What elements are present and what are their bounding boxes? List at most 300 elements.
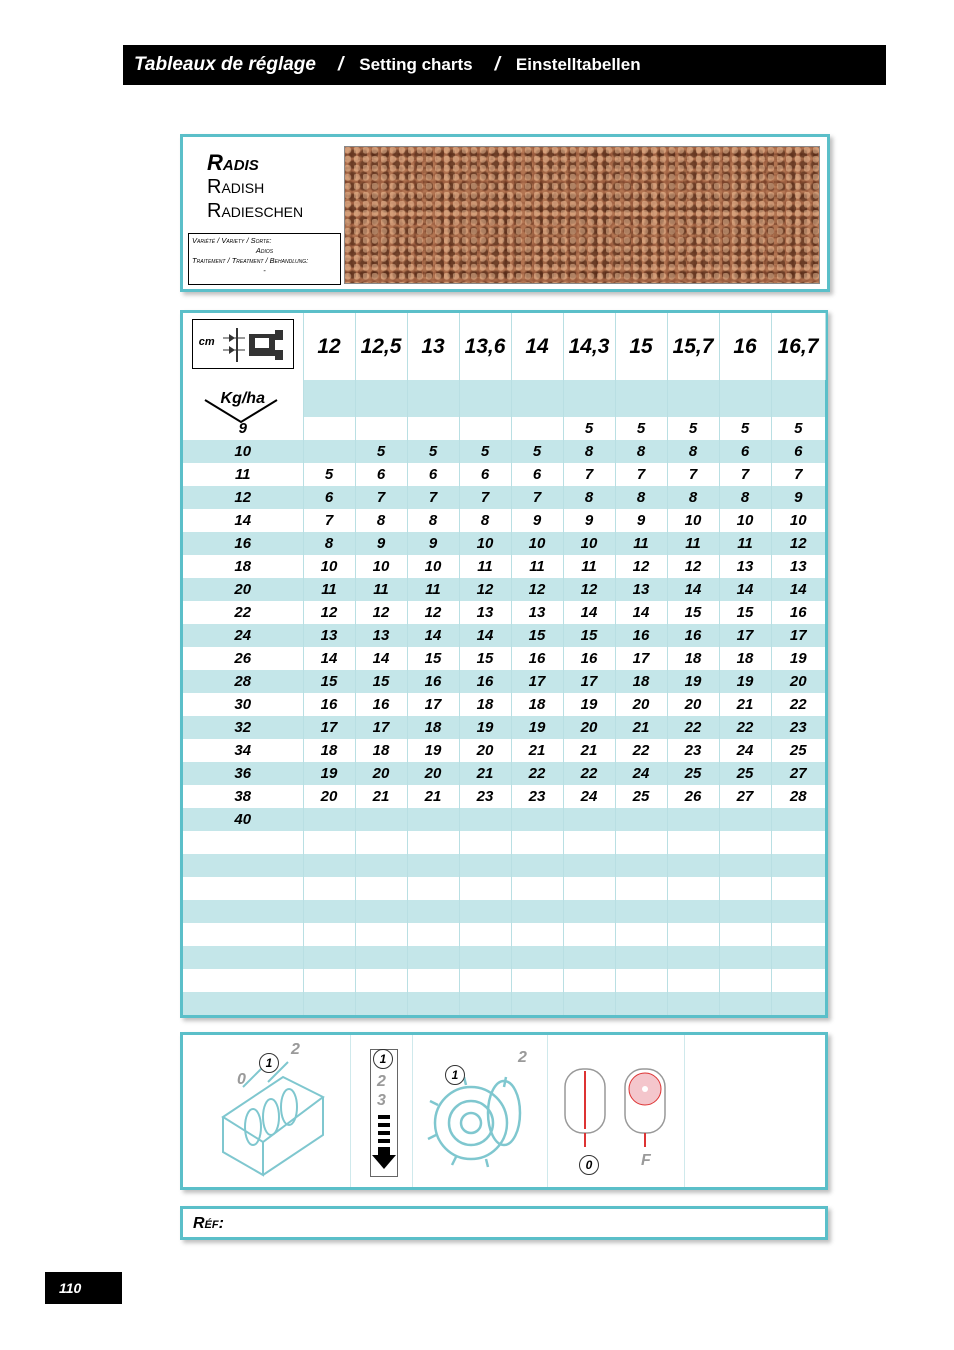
setting-value-cell <box>511 808 563 831</box>
rate-cell: 24 <box>183 624 303 647</box>
setting-value-cell: 25 <box>789 742 807 759</box>
setting-value-cell: 13 <box>355 624 407 647</box>
setting-value-cell <box>303 808 355 831</box>
setting-value-cell <box>303 900 355 923</box>
setting-value-cell: 13 <box>719 555 771 578</box>
setting-value-cell <box>459 923 511 946</box>
rate-cell: 9 <box>183 417 303 440</box>
setting-value-cell <box>511 969 563 992</box>
setting-value-cell: 25 <box>719 762 771 785</box>
setting-value-cell: 17 <box>511 670 563 693</box>
rate-cell: 36 <box>183 762 303 785</box>
setting-value-cell: 14 <box>667 578 719 601</box>
setting-value-cell <box>563 900 615 923</box>
setting-value-cell: 11 <box>355 578 407 601</box>
seed-names <box>207 151 303 223</box>
setting-value-cell: 10 <box>407 555 459 578</box>
setting-value-cell <box>407 808 459 831</box>
setting-value-cell: 15 <box>459 647 511 670</box>
setting-value-cell: 11 <box>459 555 511 578</box>
setting-value-cell: 21 <box>563 739 615 762</box>
setting-value-cell: 22 <box>511 762 563 785</box>
title-fr: Tableaux de réglage <box>134 54 316 75</box>
setting-value-cell <box>719 831 771 854</box>
setting-value-cell: 7 <box>719 463 771 486</box>
setting-value-cell: 13 <box>615 578 667 601</box>
spacing-header: 12 <box>303 313 355 380</box>
setting-value-cell <box>615 946 667 969</box>
setting-value-cell: 19 <box>719 670 771 693</box>
setting-value-cell <box>459 831 511 854</box>
setting-value-cell: 23 <box>511 785 563 808</box>
rate-cell <box>183 900 303 923</box>
setting-value-cell <box>719 808 771 831</box>
setting-value-cell: 16 <box>667 624 719 647</box>
setting-value-cell <box>511 831 563 854</box>
setting-value-cell: 8 <box>355 509 407 532</box>
reference-label: Réf: <box>193 1215 224 1232</box>
table-row <box>183 762 825 785</box>
setting-value-cell: 18 <box>407 716 459 739</box>
setting-value-cell: 18 <box>355 739 407 762</box>
setting-value-cell: 16 <box>303 693 355 716</box>
setting-value-cell: 20 <box>355 762 407 785</box>
empty-cell <box>303 380 355 417</box>
setting-value-cell: 21 <box>355 785 407 808</box>
setting-value-cell: 14 <box>771 578 825 601</box>
setting-value-cell: 16 <box>615 624 667 647</box>
table-row <box>183 992 825 1015</box>
hopper-setting-0: 0 <box>579 1155 599 1175</box>
setting-value-cell: 12 <box>355 601 407 624</box>
setting-value-cell: 17 <box>563 670 615 693</box>
setting-value-cell: 21 <box>459 762 511 785</box>
rate-cell: 14 <box>183 509 303 532</box>
rate-label-row <box>183 380 825 417</box>
setting-value-cell <box>719 946 771 969</box>
rate-cell: 40 <box>183 808 303 831</box>
setting-value-cell: 22 <box>667 716 719 739</box>
rate-cell <box>183 946 303 969</box>
setting-value-cell <box>303 417 355 440</box>
reference-panel <box>180 1206 828 1240</box>
setting-value-cell <box>563 969 615 992</box>
setting-value-cell <box>615 831 667 854</box>
table-row <box>183 946 825 969</box>
setting-value-cell <box>563 831 615 854</box>
rate-cell: 38 <box>183 785 303 808</box>
setting-value-cell: 24 <box>719 739 771 762</box>
table-row <box>183 555 825 578</box>
setting-value-cell: 20 <box>407 762 459 785</box>
setting-value-cell <box>667 831 719 854</box>
setting-value-cell <box>459 417 511 440</box>
table-row <box>183 624 825 647</box>
setting-value-cell: 8 <box>563 486 615 509</box>
table-row <box>183 693 825 716</box>
setting-value-cell <box>771 900 825 923</box>
setting-value-cell <box>407 992 459 1015</box>
setting-value-cell: 11 <box>407 578 459 601</box>
down-arrow-icon <box>371 1113 397 1175</box>
setting-value-cell <box>771 946 825 969</box>
flow-setting-3: 3 <box>377 1092 386 1109</box>
setting-value-cell: 14 <box>719 578 771 601</box>
setting-value-cell: 23 <box>667 739 719 762</box>
setting-value-cell: 12 <box>563 578 615 601</box>
gear-wheel-illustration <box>426 1065 536 1175</box>
title-separator: / <box>337 54 344 75</box>
setting-value-cell: 27 <box>719 785 771 808</box>
setting-value-cell: 12 <box>459 578 511 601</box>
setting-value-cell: 5 <box>459 440 511 463</box>
setting-value-cell <box>771 854 825 877</box>
setting-value-cell <box>459 946 511 969</box>
empty-cell <box>667 380 719 417</box>
setting-value-cell: 5 <box>303 463 355 486</box>
treatment-label: Traitement / Treatment / Behandlung: <box>192 256 309 265</box>
setting-value-cell: 11 <box>511 555 563 578</box>
setting-value-cell: 14 <box>563 601 615 624</box>
empty-cell <box>355 380 407 417</box>
rate-cell: 28 <box>183 670 303 693</box>
rate-cell <box>183 877 303 900</box>
setting-value-cell <box>771 923 825 946</box>
setting-value-cell: 14 <box>355 647 407 670</box>
setting-value-cell: 17 <box>719 624 771 647</box>
setting-value-cell: 19 <box>303 762 355 785</box>
rate-cell <box>183 992 303 1015</box>
empty-cell <box>615 380 667 417</box>
setting-value-cell <box>303 969 355 992</box>
rate-label-text: Kg/ha <box>220 389 265 407</box>
setting-value-cell: 7 <box>615 463 667 486</box>
table-row <box>183 969 825 992</box>
table-row <box>183 716 825 739</box>
setting-value-cell: 16 <box>789 604 807 621</box>
setting-value-cell: 17 <box>303 716 355 739</box>
setting-value-cell: 13 <box>303 624 355 647</box>
empty-cell <box>407 380 459 417</box>
setting-value-cell <box>303 992 355 1015</box>
title-en: Setting charts <box>359 55 473 74</box>
setting-value-cell: 24 <box>563 785 615 808</box>
empty-cell <box>719 380 771 417</box>
setting-value-cell <box>511 992 563 1015</box>
setting-value-cell: 16 <box>511 647 563 670</box>
setting-value-cell: 9 <box>407 532 459 555</box>
setting-value-cell: 27 <box>771 762 825 785</box>
setting-value-cell: 24 <box>615 762 667 785</box>
setting-value-cell: 13 <box>459 601 511 624</box>
variety-value: Adios <box>255 246 274 255</box>
setting-value-cell: 9 <box>563 509 615 532</box>
machine-icon-cell <box>183 313 303 380</box>
setting-value-cell <box>667 992 719 1015</box>
setting-value-cell <box>407 969 459 992</box>
setting-value-cell <box>407 854 459 877</box>
setting-value-cell: 16 <box>563 647 615 670</box>
setting-value-cell: 15 <box>667 601 719 624</box>
setting-value-cell: 25 <box>615 785 667 808</box>
setting-value-cell: 14 <box>303 647 355 670</box>
setting-value-cell <box>771 969 825 992</box>
setting-value-cell <box>719 877 771 900</box>
rate-cell: 34 <box>183 739 303 762</box>
setting-value-cell: 8 <box>667 440 719 463</box>
setting-value-cell <box>303 854 355 877</box>
distributor-illustration <box>213 1057 333 1177</box>
setting-value-cell <box>355 831 407 854</box>
setting-value-cell: 9 <box>615 509 667 532</box>
spacing-header-row <box>183 313 825 380</box>
table-row <box>183 923 825 946</box>
table-row <box>183 647 825 670</box>
setting-value-cell <box>303 831 355 854</box>
flow-setting-1: 1 <box>373 1049 393 1069</box>
setting-value-cell: 17 <box>407 693 459 716</box>
setting-value-cell: 19 <box>459 716 511 739</box>
setting-value-cell: 15 <box>511 624 563 647</box>
rate-cell: 30 <box>183 693 303 716</box>
rate-cell: 20 <box>183 578 303 601</box>
spacing-header: 15,7 <box>667 313 719 380</box>
title-separator: / <box>494 54 500 75</box>
setting-value-cell: 5 <box>719 417 771 440</box>
setting-value-cell: 6 <box>303 486 355 509</box>
setting-value-cell: 6 <box>771 440 825 463</box>
setting-value-cell <box>615 969 667 992</box>
setting-value-cell: 8 <box>407 509 459 532</box>
setting-value-cell: 11 <box>667 532 719 555</box>
setting-value-cell: 18 <box>459 693 511 716</box>
setting-value-cell <box>615 808 667 831</box>
table-row <box>183 854 825 877</box>
setting-value-cell: 18 <box>511 693 563 716</box>
setting-value-cell: 15 <box>719 601 771 624</box>
setting-value-cell: 7 <box>303 509 355 532</box>
spacing-header: 16 <box>719 313 771 380</box>
setting-value-cell: 17 <box>771 624 825 647</box>
setting-value-cell: 8 <box>615 440 667 463</box>
setting-value-cell: 12 <box>407 601 459 624</box>
setting-value-cell <box>563 923 615 946</box>
setting-value-cell <box>511 946 563 969</box>
setting-value-cell: 8 <box>563 440 615 463</box>
rate-label <box>221 390 265 408</box>
table-row <box>183 739 825 762</box>
setting-value-cell: 18 <box>303 739 355 762</box>
setting-value-cell: 11 <box>719 532 771 555</box>
setting-value-cell: 10 <box>563 532 615 555</box>
table-row <box>183 601 825 624</box>
setting-value-cell <box>407 417 459 440</box>
setting-value-cell <box>459 969 511 992</box>
setting-value-cell: 7 <box>459 486 511 509</box>
setting-value-cell: 20 <box>459 739 511 762</box>
setting-value-cell: 6 <box>719 440 771 463</box>
setting-value-cell <box>407 946 459 969</box>
setting-value-cell <box>355 854 407 877</box>
setting-value-cell <box>407 877 459 900</box>
setting-value-cell <box>667 900 719 923</box>
setting-value-cell: 14 <box>459 624 511 647</box>
setting-value-cell: 28 <box>789 788 807 805</box>
setting-value-cell <box>615 900 667 923</box>
rate-cell <box>183 854 303 877</box>
setting-value-cell: 18 <box>667 647 719 670</box>
setting-value-cell <box>719 969 771 992</box>
setting-value-cell <box>303 440 355 463</box>
setting-value-cell <box>615 854 667 877</box>
wheel-setting-2: 2 <box>518 1049 527 1066</box>
spacing-header: 12,5 <box>355 313 407 380</box>
spacing-header: 14 <box>511 313 563 380</box>
setting-value-cell: 11 <box>303 578 355 601</box>
spacing-header: 13,6 <box>459 313 511 380</box>
wheel-setting-1: 1 <box>445 1065 465 1085</box>
flow-setting-2: 2 <box>377 1073 386 1090</box>
setting-value-cell: 10 <box>789 512 807 529</box>
setting-value-cell <box>563 992 615 1015</box>
setting-value-cell: 21 <box>615 716 667 739</box>
setting-value-cell: 12 <box>615 555 667 578</box>
rate-cell: 32 <box>183 716 303 739</box>
setting-value-cell: 15 <box>407 647 459 670</box>
setting-value-cell <box>355 900 407 923</box>
setting-value-cell: 7 <box>794 466 803 483</box>
setting-value-cell: 15 <box>303 670 355 693</box>
setting-value-cell <box>459 854 511 877</box>
setting-value-cell <box>355 992 407 1015</box>
setting-value-cell: 19 <box>667 670 719 693</box>
setting-value-cell: 7 <box>511 486 563 509</box>
setting-value-cell: 20 <box>303 785 355 808</box>
setting-value-cell: 22 <box>719 716 771 739</box>
title-de: Einstelltabellen <box>515 55 641 74</box>
setting-value-cell: 22 <box>789 696 807 713</box>
rate-cell: 10 <box>183 440 303 463</box>
setting-value-cell: 17 <box>355 716 407 739</box>
variety-label: Variété / Variety / Sorte: <box>192 236 272 245</box>
rate-cell: 26 <box>183 647 303 670</box>
setting-value-cell <box>407 831 459 854</box>
setting-value-cell: 22 <box>615 739 667 762</box>
setting-value-cell <box>355 946 407 969</box>
setting-value-cell: 10 <box>303 555 355 578</box>
setting-value-cell: 19 <box>407 739 459 762</box>
setting-value-cell <box>771 877 825 900</box>
setting-value-cell: 21 <box>719 693 771 716</box>
table-row <box>183 831 825 854</box>
setting-value-cell <box>355 417 407 440</box>
spacing-header: 13 <box>407 313 459 380</box>
distributor-setting <box>183 1035 351 1187</box>
setting-value-cell <box>771 808 825 831</box>
rate-cell: 12 <box>183 486 303 509</box>
setting-value-cell: 10 <box>667 509 719 532</box>
rate-cell: 16 <box>183 532 303 555</box>
setting-value-cell: 7 <box>667 463 719 486</box>
hopper-setting <box>547 1035 685 1187</box>
setting-value-cell: 5 <box>794 420 803 437</box>
setting-value-cell <box>719 992 771 1015</box>
seed-name-de: Radieschen <box>207 200 304 222</box>
setting-value-cell <box>667 946 719 969</box>
setting-value-cell: 8 <box>719 486 771 509</box>
setting-value-cell: 5 <box>407 440 459 463</box>
setting-value-cell <box>563 854 615 877</box>
setting-value-cell: 8 <box>615 486 667 509</box>
setting-value-cell: 5 <box>563 417 615 440</box>
setting-value-cell <box>667 854 719 877</box>
setting-value-cell: 22 <box>563 762 615 785</box>
setting-value-cell: 12 <box>511 578 563 601</box>
flow-setting <box>350 1035 413 1187</box>
setting-value-cell <box>459 900 511 923</box>
setting-value-cell <box>511 417 563 440</box>
setting-value-cell: 10 <box>511 532 563 555</box>
setting-value-cell <box>719 900 771 923</box>
setting-value-cell: 23 <box>771 716 825 739</box>
table-row <box>183 670 825 693</box>
setting-value-cell: 14 <box>615 601 667 624</box>
setting-value-cell: 5 <box>355 440 407 463</box>
setting-value-cell: 16 <box>407 670 459 693</box>
seed-name-en: Radish <box>207 176 265 198</box>
table-row <box>183 463 825 486</box>
setting-value-cell <box>615 992 667 1015</box>
setting-value-cell <box>303 946 355 969</box>
rate-cell: 22 <box>183 601 303 624</box>
setting-value-cell <box>667 877 719 900</box>
setting-value-cell <box>355 877 407 900</box>
setting-value-cell: 7 <box>355 486 407 509</box>
hopper-illustration <box>555 1059 675 1159</box>
setting-value-cell <box>719 923 771 946</box>
setting-value-cell <box>667 923 719 946</box>
table-row <box>183 785 825 808</box>
setting-value-cell: 21 <box>511 739 563 762</box>
setting-value-cell <box>719 854 771 877</box>
setting-value-cell <box>771 992 825 1015</box>
setting-value-cell: 12 <box>771 532 825 555</box>
distributor-setting-1: 1 <box>259 1053 279 1073</box>
setting-value-cell: 13 <box>511 601 563 624</box>
seed-photo <box>344 146 820 284</box>
empty-cell <box>459 380 511 417</box>
variety-box <box>188 233 341 285</box>
setting-value-cell: 20 <box>667 693 719 716</box>
table-row <box>183 877 825 900</box>
table-row <box>183 900 825 923</box>
table-row <box>183 532 825 555</box>
setting-value-cell: 21 <box>407 785 459 808</box>
setting-value-cell <box>407 900 459 923</box>
setting-value-cell: 12 <box>667 555 719 578</box>
setting-value-cell <box>459 808 511 831</box>
rate-cell: 18 <box>183 555 303 578</box>
setting-value-cell: 16 <box>355 693 407 716</box>
rate-cell <box>183 831 303 854</box>
setting-value-cell: 10 <box>719 509 771 532</box>
setting-value-cell <box>459 992 511 1015</box>
setting-value-cell: 8 <box>303 532 355 555</box>
setting-value-cell: 10 <box>459 532 511 555</box>
setting-value-cell: 15 <box>563 624 615 647</box>
setting-value-cell: 16 <box>459 670 511 693</box>
setting-table-panel <box>180 310 828 1018</box>
